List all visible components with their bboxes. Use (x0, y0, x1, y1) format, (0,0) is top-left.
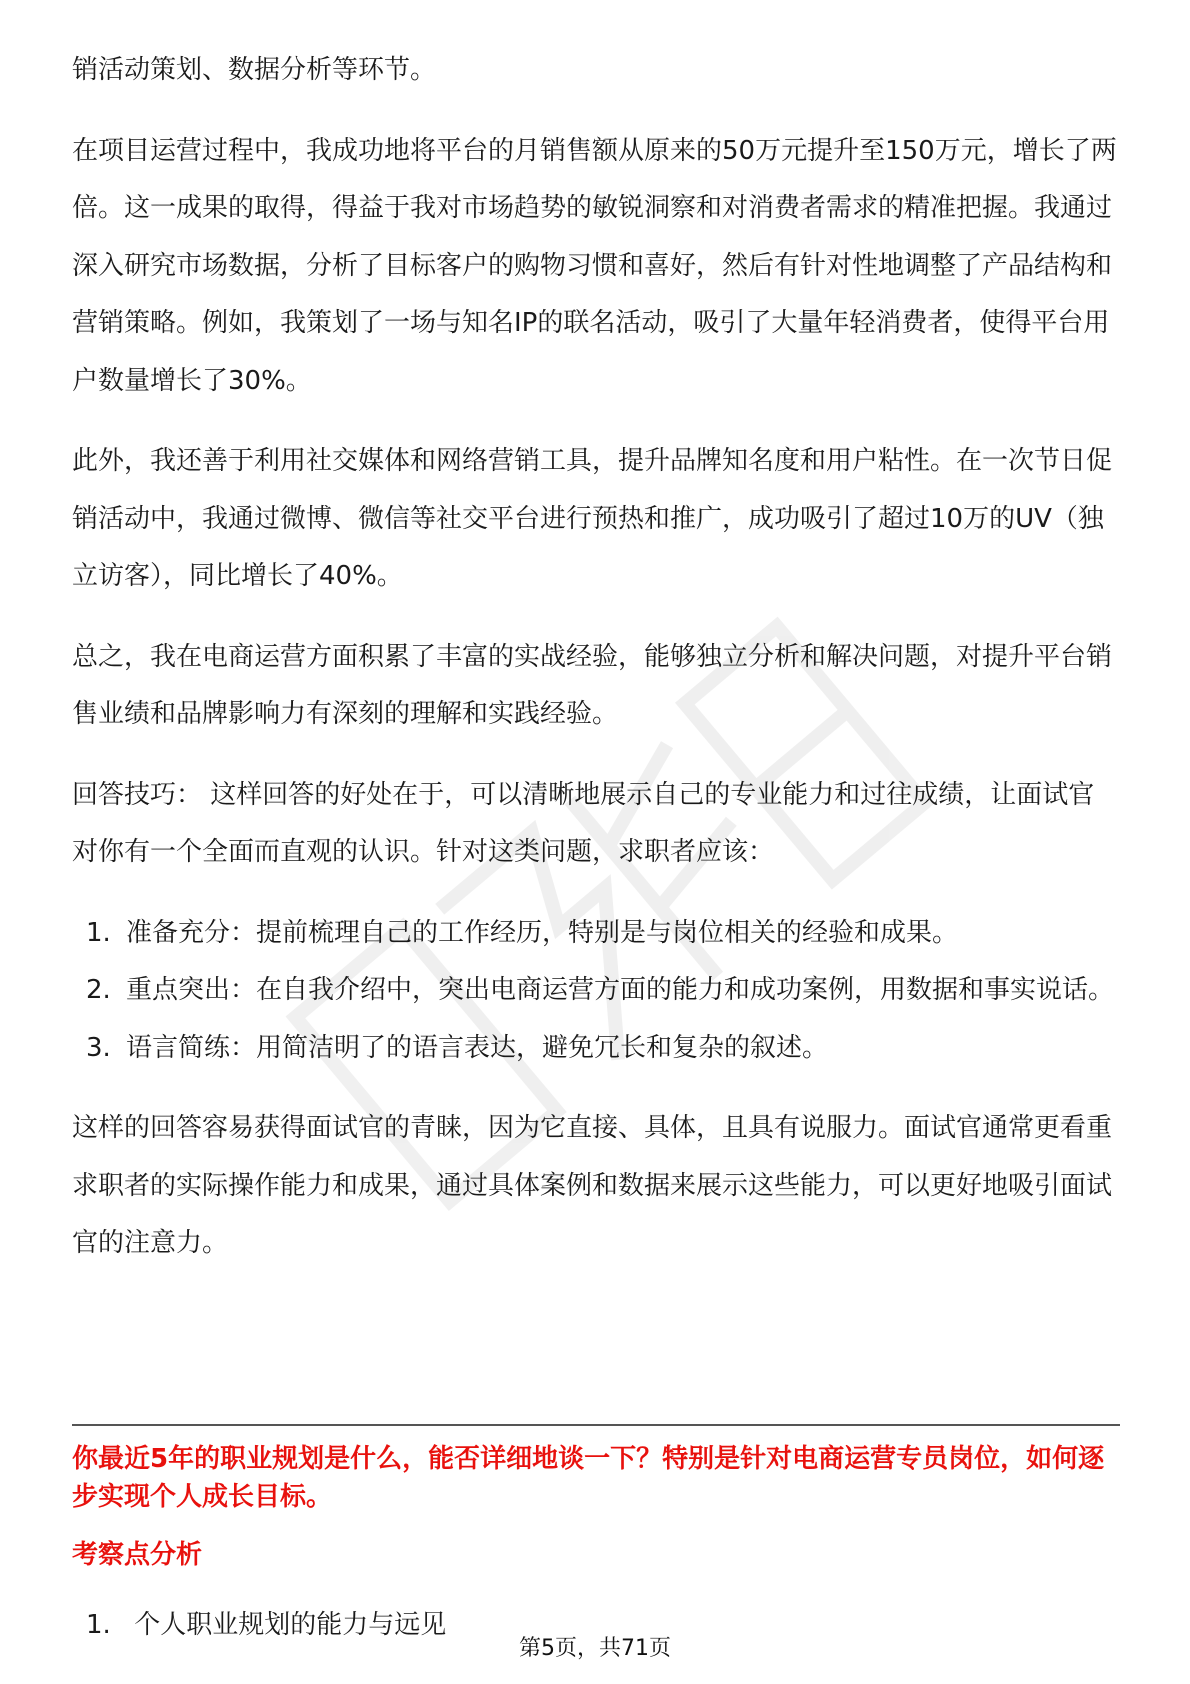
list-number: 1. (86, 917, 111, 948)
paragraph-sales-achievement: 在项目运营过程中，我成功地将平台的月销售额从原来的50万元提升至150万元，增长了两倍。这一成果的取得，得益于我对市场趋势的敏锐洞察和对消费者需求的精准把握。我通过深入研究市场数据，分析了目标客户的购物习惯和喜好，然后有针对性地调整了产品结构和营销策略。例如，我策划了一场与知名IP的联名活动，吸引了大量年轻消费者，使得平台用户数量增长了30%。 (72, 135, 1117, 396)
paragraph-social-media: 此外，我还善于利用社交媒体和网络营销工具，提升品牌知名度和用户粘性。在一次节日促销活动中，我通过微博、微信等社交平台进行预热和推广，成功吸引了超过10万的UV（独立访客），同比增长了40%。 (72, 446, 1113, 591)
paragraph-answer-tips: 回答技巧： 这样回答的好处在于，可以清晰地展示自己的专业能力和过往成绩，让面试官对你有一个全面而直观的认识。针对这类问题，求职者应该： (72, 779, 1095, 867)
list-number: 2. (86, 975, 111, 1005)
list-item (72, 905, 1120, 963)
analysis-list-item-partial (86, 1606, 447, 1640)
list-item (72, 1020, 1120, 1078)
list-text: 个人职业规划的能力与远见 (134, 1610, 447, 1640)
page-footer: 第5页，共71页 (519, 1636, 671, 1661)
main-content (72, 42, 1120, 1296)
list-text: 准备充分：提前梳理自己的工作经历，特别是与岗位相关的经验和成果。 (126, 917, 959, 948)
list-text: 重点突出：在自我介绍中，突出电商运营方面的能力和成功案例，用数据和事实说话。 (126, 975, 1115, 1005)
list-text: 语言简练：用简洁明了的语言表达，避免冗长和复杂的叙述。 (126, 1032, 829, 1063)
section-divider (72, 1424, 1120, 1426)
analysis-section-title: 考察点分析 (72, 1540, 203, 1570)
paragraph-closing: 这样的回答容易获得面试官的青睐，因为它直接、具体，且具有说服力。面试官通常更看重求职者的实际操作能力和成果，通过具体案例和数据来展示这些能力，可以更好地吸引面试官的注意力。 (72, 1113, 1113, 1258)
list-number: 3. (86, 1032, 111, 1063)
tips-list (72, 905, 1120, 1078)
paragraph-intro-tail: 销活动策划、数据分析等环节。 (72, 55, 437, 85)
next-question-heading: 你最近5年的职业规划是什么，能否详细地谈一下？特别是针对电商运营专员岗位，如何逐步实现个人成长目标。 (72, 1444, 1105, 1512)
list-number: 1. (86, 1610, 111, 1640)
paragraph-summary: 总之，我在电商运营方面积累了丰富的实战经验，能够独立分析和解决问题，对提升平台销售业绩和品牌影响力有深刻的理解和实践经验。 (72, 641, 1113, 729)
list-item (72, 962, 1120, 1020)
